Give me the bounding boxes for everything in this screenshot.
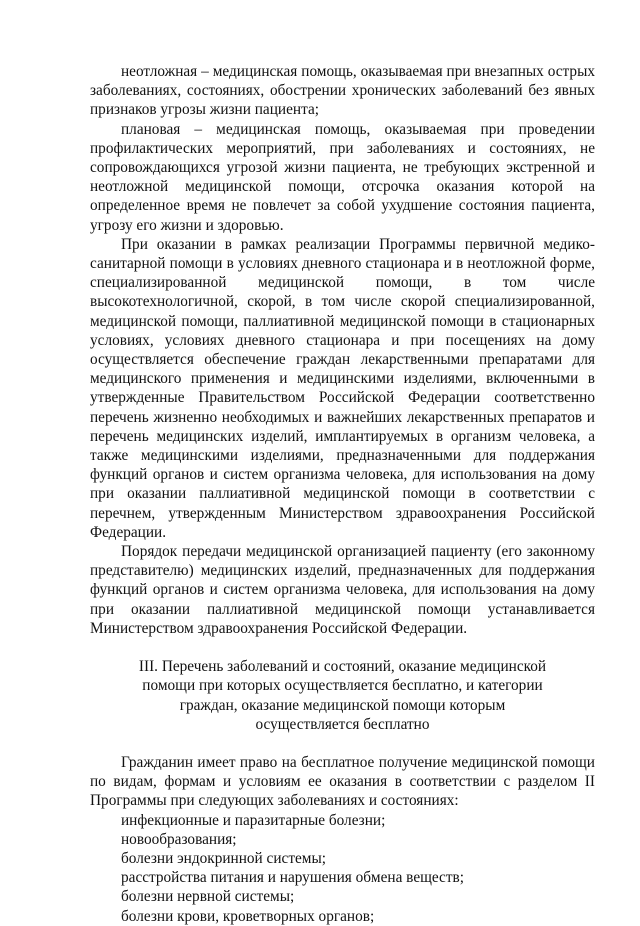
list-item: болезни нервной системы; [121,888,295,906]
list-item: болезни крови, кроветворных органов; [121,907,375,925]
document-page [90,62,595,926]
paragraph-drug-provision: При оказании в рамках реализации Программы первичной медико-санитарной помощи в условиях дневного стационара и в неотложной форме, специализированной медицинской помощи, в том числе высокотехнологичной, скорой, в том числе скорой специализированной, медицинской помощи, паллиативной медицинской помощи в стационарных условиях, условиях дневного стационара и при посещениях на дому осуществляется обеспечение граждан лекарственными препаратами для медицинского применения и медицинскими изделиями, включенными в утвержденные Правительством Российской Федерации соответственно перечень жизненно необходимых и важнейших лекарственных препаратов и перечень медицинских изделий, имплантируемых в организм человека, а также медицинскими изделиями, предназначенными для поддержания функций органов и систем организма человека, для использования на дому при оказании паллиативной медицинской помощи в соответствии с перечнем, утвержденным Министерством здравоохранения Российской Федерации. [90,235,595,541]
paragraph-intro: Гражданин имеет право на бесплатное получение медицинской помощи по видам, формам и условиям ее оказания в соответствии с разделом II Программы при следующих заболеваниях и состояниях: [90,753,595,810]
section-heading: III. Перечень заболеваний и состояний, оказание медицинской помощи при которых осуществляется бесплатно, и категории граждан, оказание медицинской помощи которым осуществляется бесплатно [138,658,547,733]
paragraph-urgent-care: неотложная – медицинская помощь, оказываемая при внезапных острых заболеваниях, состояниях, обострении хронических заболеваний без явных признаков угрозы жизни пациента; [90,63,595,119]
list-item: инфекционные и паразитарные болезни; [121,811,386,829]
spacer [90,734,595,753]
spacer [90,638,595,657]
list-item: болезни эндокринной системы; [121,849,327,867]
paragraph-device-transfer: Порядок передачи медицинской организацией пациенту (его законному представителю) медицинских изделий, предназначенных для поддержания функций органов и систем организма человека, для использования на дому при оказании паллиативной медицинской помощи устанавливается Министерством здравоохранения Российской Федерации. [90,543,595,637]
paragraph-planned-care: плановая – медицинская помощь, оказываемая при проведении профилактических мероприятий, при заболеваниях и состояниях, не сопровождающихся угрозой жизни пациента, не требующих экстренной и неотложной медицинской помощи, отсрочка оказания которой на определенное время не повлечет за собой ухудшение состояния пациента, угрозу его жизни и здоровью. [90,120,595,234]
diseases-list [90,811,595,926]
list-item: расстройства питания и нарушения обмена веществ; [121,869,464,887]
list-item: новообразования; [121,830,237,848]
